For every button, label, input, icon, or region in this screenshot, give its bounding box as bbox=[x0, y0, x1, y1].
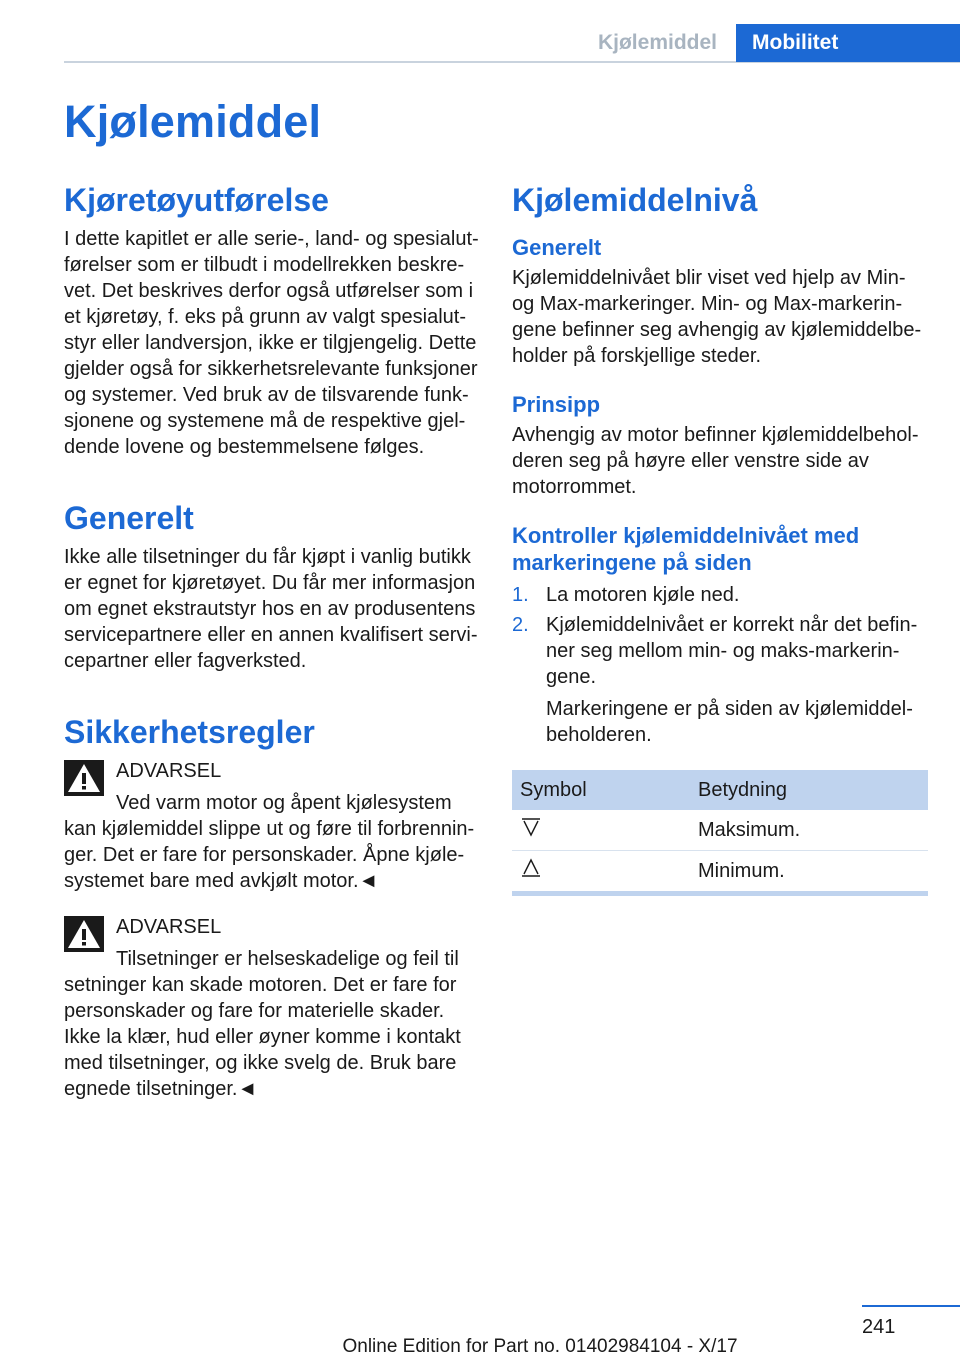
step-number: 1. bbox=[512, 584, 529, 606]
step-text: La motoren kjøle ned. bbox=[546, 584, 740, 606]
section-vehicle-variant bbox=[64, 180, 479, 460]
warning-triangle-icon bbox=[64, 760, 104, 796]
warning-text-first: Tilsetninger er helseskadelige og feil til bbox=[116, 948, 459, 970]
step-note: Markeringene er på siden av kjølemiddelbeholderen. bbox=[546, 698, 913, 746]
left-column bbox=[64, 180, 479, 1122]
header-section-tab[interactable]: Kjølemiddel bbox=[597, 31, 718, 54]
subheading-check-level: Kontroller kjølemiddelnivået med markeringene på siden bbox=[512, 523, 860, 575]
page-number: 241 bbox=[862, 1316, 896, 1338]
footer-rule bbox=[862, 1305, 960, 1307]
warning-block bbox=[64, 914, 479, 1102]
section-heading: Kjøretøyutførelse bbox=[64, 182, 329, 218]
section-safety bbox=[64, 712, 479, 1102]
step-text: Kjølemiddelnivået er korrekt når det befinner seg mellom min- og maks-markeringene. bbox=[546, 614, 918, 688]
section-heading: Sikkerhetsregler bbox=[64, 714, 315, 750]
table-header-row bbox=[512, 770, 928, 810]
warning-label: ADVARSEL bbox=[116, 760, 222, 782]
column-header: Symbol bbox=[512, 770, 690, 810]
warning-text-rest: setninger kan skade motoren. Det er fare for personskader og fare for materielle skader. Ikke la klær, hud eller øyner komme i kontakt med tilsetninger, og ikke svelg de. Bruk bare egnede tilsetninger.◄ bbox=[64, 974, 461, 1100]
edition-footer: Online Edition for Part no. 01402984104 - X/17 bbox=[342, 1336, 738, 1357]
general-body: Kjølemiddelnivået blir viset ved hjelp av Min- og Max-markeringer. Min- og Max-markeringene befinner seg avhengig av kjølemiddelbeholder på forskjellige steder. bbox=[512, 267, 922, 367]
step-number: 2. bbox=[512, 614, 529, 636]
header-chapter-tab[interactable]: Mobilitet bbox=[736, 24, 960, 62]
warning-text-first: Ved varm motor og åpent kjølesystem bbox=[116, 792, 452, 814]
symbol-table bbox=[512, 770, 928, 896]
section-general bbox=[64, 498, 479, 674]
page-title: Kjølemiddel bbox=[64, 96, 322, 147]
right-column bbox=[512, 180, 927, 896]
section-heading: Generelt bbox=[64, 500, 194, 536]
principle-body: Avhengig av motor befinner kjølemiddelbeholderen seg på høyre eller venstre side av motorrommet. bbox=[512, 424, 919, 498]
section-heading-coolant-level: Kjølemiddelnivå bbox=[512, 182, 758, 218]
table-cell: Maksimum. bbox=[690, 810, 928, 851]
column-header: Betydning bbox=[690, 770, 928, 810]
table-row bbox=[512, 851, 928, 894]
max-mark-icon bbox=[520, 816, 542, 838]
list-item bbox=[512, 582, 927, 608]
subheading-principle: Prinsipp bbox=[512, 392, 601, 417]
table-row bbox=[512, 810, 928, 851]
table-cell: Minimum. bbox=[698, 859, 785, 882]
section-body: Ikke alle tilsetninger du får kjøpt i vanlig butikk er egnet for kjøretøyet. Du får mer informasjon om egnet ekstrautstyr hos en av produsentens servicepartnere eller en annen kvalifisert servicepartner eller fagverksted. bbox=[64, 546, 478, 672]
check-steps-list bbox=[512, 582, 927, 748]
min-mark-icon bbox=[520, 857, 542, 879]
warning-text-rest: kan kjølemiddel slippe ut og føre til forbrenninger. Det er fare for personskader. Åpne kjølesystemet bare med avkjølt motor.◄ bbox=[64, 818, 475, 892]
warning-label: ADVARSEL bbox=[116, 916, 222, 938]
list-item bbox=[512, 612, 927, 748]
section-body: I dette kapitlet er alle serie-, land- og spesialutførelser som er tilbudt i modellrekken beskrevet. Det beskrives derfor også utførelser som i et kjøretøy, f. eks på grunn av valgt spesialutstyr eller landversjon, ikke er tilgjengelig. Dette gjelder også for sikkerhetsrelevante funksjoner og systemer. Ved bruk av de tilsvarende funksjonene og systemene må de respektive gjeldende lovene og bestemmelsene følges. bbox=[64, 228, 479, 458]
subheading-general: Generelt bbox=[512, 235, 602, 260]
warning-block bbox=[64, 758, 479, 894]
warning-triangle-icon bbox=[64, 916, 104, 952]
